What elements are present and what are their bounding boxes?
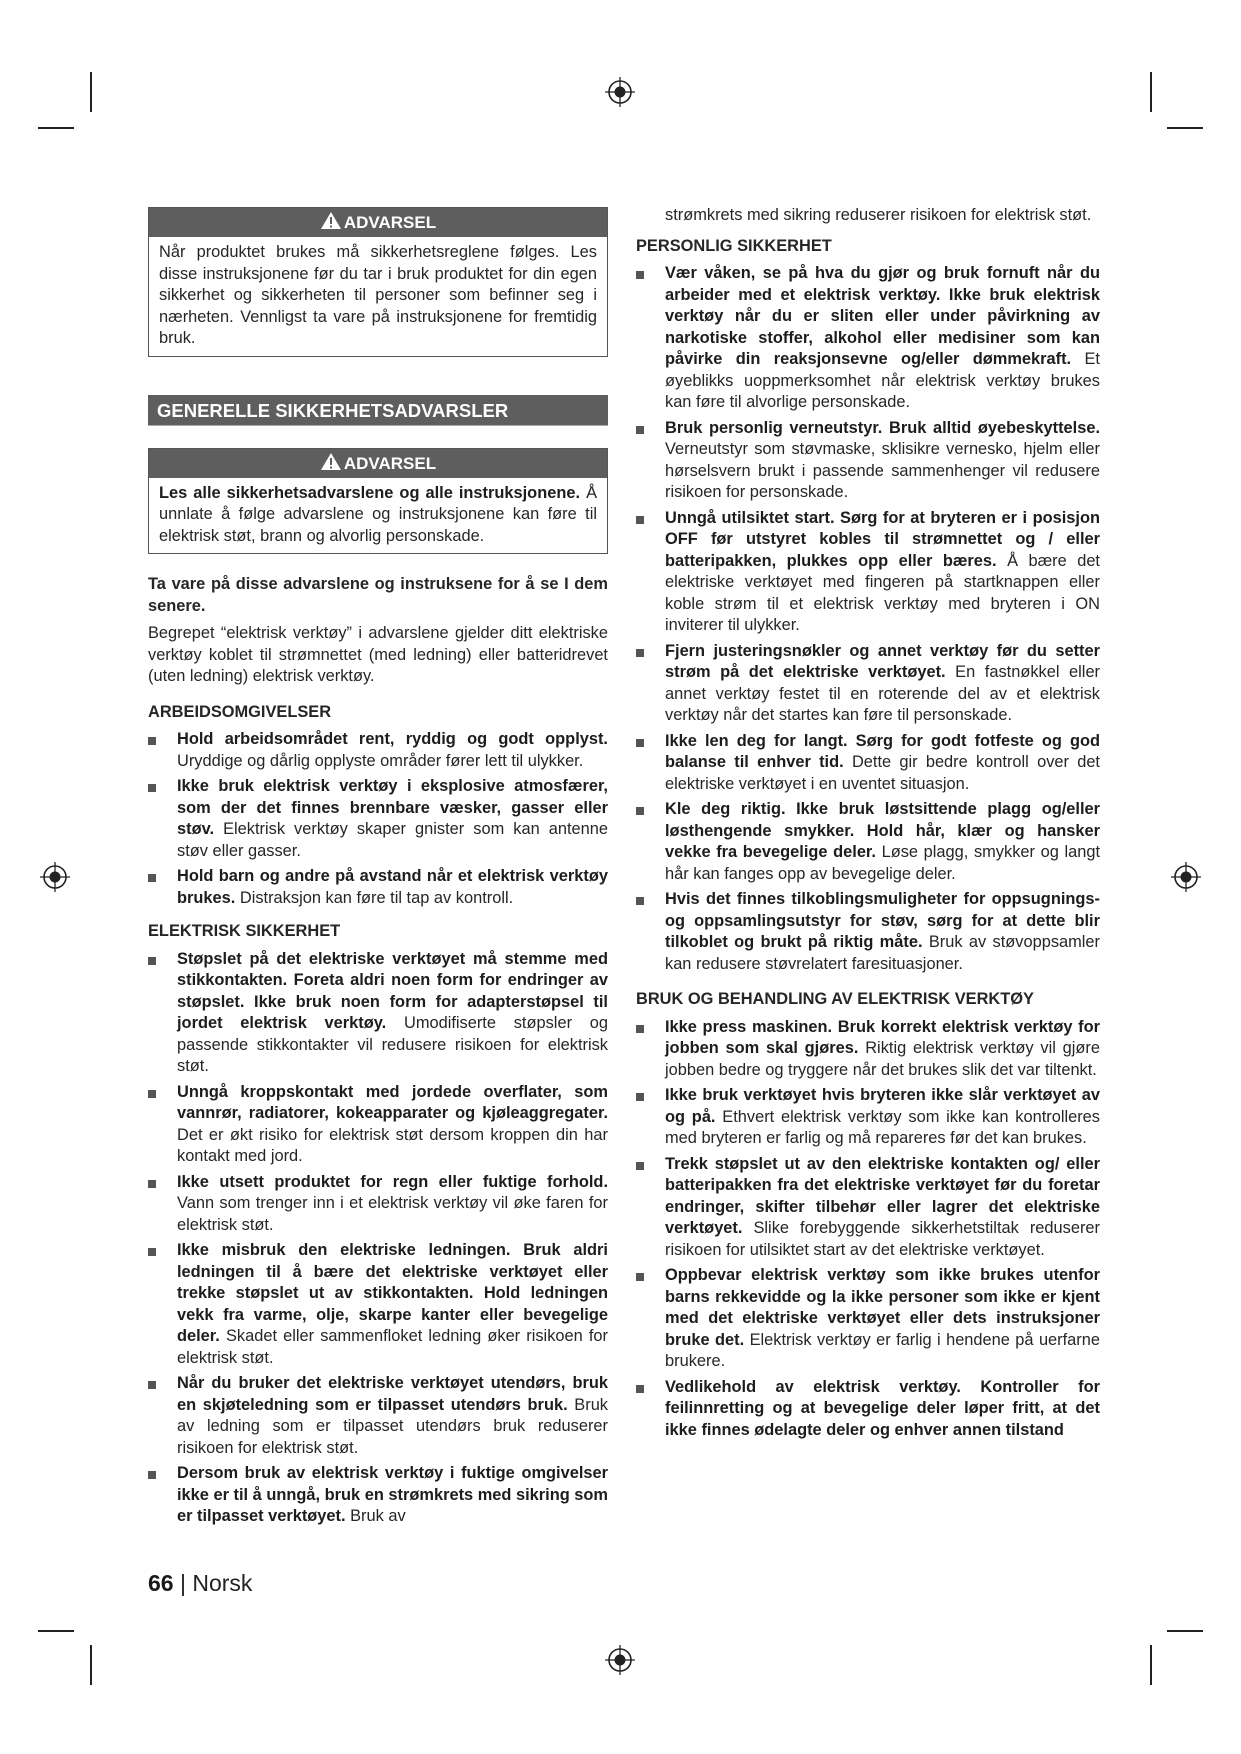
crop-mark [90, 72, 92, 112]
warning-box [148, 207, 608, 357]
bullet-list [148, 949, 608, 1528]
list-item: Hvis det finnes tilkoblingsmuligheter for oppsugnings- og oppsamlingsutstyr for støv, sørg for at dette blir tilkoblet og brukt på riktig måte. Bruk av støvoppsamler kan redusere støvrelatert faresituasjoner. [636, 889, 1100, 975]
crop-mark [38, 1630, 74, 1632]
bullet-list [636, 1017, 1100, 1442]
crop-mark [1167, 1630, 1203, 1632]
list-item: Vedlikehold av elektrisk verktøy. Kontroller for feilinnretting og at bevegelige deler løper fritt, at det ikke finnes ødelagte deler og enhver annen tilstand [636, 1377, 1100, 1442]
page-footer [148, 1570, 252, 1597]
warning-text [149, 478, 607, 554]
bullet-list [636, 263, 1100, 975]
list-item: Hold arbeidsområdet rent, ryddig og godt opplyst. Uryddige og dårlig opplyste områder fører lett til ulykker. [148, 729, 608, 772]
subheading: ELEKTRISK SIKKERHET [148, 922, 341, 940]
list-item: Oppbevar elektrisk verktøy som ikke brukes utenfor barns rekkevidde og la ikke personer som ikke er kjent med det elektriske verktøyet eller dets instruksjoner bruke det. Elektrisk verktøy er farlig i hendene på uerfarne brukere. [636, 1265, 1100, 1373]
warning-title: ADVARSEL [343, 453, 437, 473]
list-item: Bruk personlig verneutstyr. Bruk alltid øyebeskyttelse. Verneutstyr som støvmaske, sklisikre vernesko, hjelm eller hørselsvern brukt i passende sammenhenger vil redusere risikoen for personskade. [636, 418, 1100, 504]
warning-detail: Å unnlate å følge advarslene og instruksjonene kan føre til elektrisk støt, brann og alvorlig personskade. [159, 483, 597, 545]
crop-mark [1167, 127, 1203, 129]
list-item: Ikke bruk elektrisk verktøy i eksplosive atmosfærer, som der det finnes brennbare væsker, gasser eller støv. Elektrisk verktøy skaper gnister som kan antenne støv eller gasser. [148, 776, 608, 862]
subheading: ARBEIDSOMGIVELSER [148, 702, 332, 721]
warning-header [149, 449, 607, 478]
list-item: Unngå kroppskontakt med jordede overflater, som vannrør, radiatorer, kokeapparater og kjøleaggregater. Det er økt risiko for elektrisk støt dersom kroppen din har kontakt med jord. [148, 1082, 608, 1168]
keep-instructions: Ta vare på disse advarslene og instruksene for å se I dem senere. [148, 575, 608, 615]
crop-mark [1150, 72, 1152, 112]
list-item: Når du bruker det elektriske verktøyet utendørs, bruk en skjøteledning som er tilpasset utendørs bruk. Bruk av ledning som er tilpasset utendørs bruk reduserer risikoen for elektrisk støt. [148, 1373, 608, 1459]
list-item: Ikke bruk verktøyet hvis bryteren ikke slår verktøyet av og på. Ethvert elektrisk verktøy som ikke kan kontrolleres med bryteren er farlig og må repareres før det kan brukes. [636, 1085, 1100, 1150]
list-item: Ikke press maskinen. Bruk korrekt elektrisk verktøy for jobben som skal gjøres. Riktig elektrisk verktøy vil gjøre jobben bedre og tryggere når det brukes slik det var tiltenkt. [636, 1017, 1100, 1082]
section-title: GENERELLE SIKKERHETSADVARSLER [148, 395, 608, 426]
list-item: Ikke misbruk den elektriske ledningen. Bruk aldri ledningen til å bære det elektriske verktøyet eller trekke støpslet ut av stikkontakten. Hold ledningen vekk fra varme, olje, skarpe kanter eller bevegelige deler. Skadet eller sammenfloket ledning øker risikoen for elektrisk støt. [148, 1240, 608, 1369]
registration-mark-icon [605, 1645, 635, 1675]
list-item: Kle deg riktig. Ikke bruk løstsittende plagg og/eller løsthengende smykker. Hold hår, klær og hansker vekke fra bevegelige deler. Løse plagg, smykker og langt hår kan fanges opp av bevegelige deler. [636, 799, 1100, 885]
warning-bold: Les alle sikkerhetsadvarslene og alle instruksjonene. [159, 483, 581, 502]
list-item: Hold barn og andre på avstand når et elektrisk verktøy brukes. Distraksjon kan føre til tap av kontroll. [148, 866, 608, 909]
list-item: Trekk støpslet ut av den elektriske kontakten og/ eller batteripakken fra det elektriske verktøyet før du foretar endringer, skifter tilbehør eller lagrer det elektriske verktøyet. Slike forebyggende sikkerhetstiltak reduserer risikoen for utilsiktet start av det elektriske verktøyet. [636, 1154, 1100, 1262]
list-item: Unngå utilsiktet start. Sørg for at bryteren er i posisjon OFF før utstyret kobles til strømnettet og / eller batteripakken, plukkes opp eller bæres. Å bære det elektriske verktøyet med fingeren på startknappen eller koble strøm til et elektrisk verktøy med bryteren i ON inviterer til ulykker. [636, 508, 1100, 637]
warning-title: ADVARSEL [343, 213, 437, 232]
registration-mark-icon [605, 77, 635, 107]
warning-triangle-icon [320, 211, 342, 230]
registration-mark-icon [40, 862, 70, 892]
bullet-list [148, 729, 608, 909]
warning-triangle-icon [320, 452, 342, 471]
list-item: Dersom bruk av elektrisk verktøy i fuktige omgivelser ikke er til å unngå, bruk en strømkrets med sikring som er tilpasset verktøyet. Bruk av [148, 1463, 608, 1528]
list-item: Vær våken, se på hva du gjør og bruk fornuft når du arbeider med et elektrisk verktøy. Ikke bruk elektrisk verktøy når du er sliten eller under påvirkning av narkotiske stoffer, alkohol eller medisiner som kan påvirke din reaksjonsevne og/eller dømmekraft. Et øyeblikks uoppmerksomhet når elektrisk verktøy brukes kan føre til alvorlige personskade. [636, 263, 1100, 414]
list-item: Støpslet på det elektriske verktøyet må stemme med stikkontakten. Foreta aldri noen form for endringer av støpslet. Ikke bruk noen form for adapterstøpsel til jordet elektrisk verktøy. Umodifiserte støpsler og passende stikkontakter vil redusere risikoen for elektrisk støt. [148, 949, 608, 1078]
list-item: Fjern justeringsnøkler og annet verktøy før du setter strøm på det elektriske verktøyet. En fastnøkkel eller annet verktøy festet til en roterende del av et elektrisk verktøy når det startes kan føre til personskade. [636, 641, 1100, 727]
list-item: Ikke utsett produktet for regn eller fuktige forhold. Vann som trenger inn i et elektrisk verktøy vil øke faren for elektrisk støt. [148, 1172, 608, 1237]
crop-mark [90, 1645, 92, 1685]
subheading: BRUK OG BEHANDLING AV ELEKTRISK VERKTØY [636, 990, 1034, 1008]
warning-header [149, 208, 607, 237]
page-number: 66 [148, 1570, 174, 1596]
footer-separator: | [179, 1570, 186, 1596]
crop-mark [1150, 1645, 1152, 1685]
footer-language: Norsk [192, 1570, 253, 1596]
left-column [148, 207, 608, 1532]
registration-mark-icon [1171, 862, 1201, 892]
subheading: PERSONLIG SIKKERHET [636, 236, 832, 255]
crop-mark [38, 127, 74, 129]
right-column [636, 207, 1100, 1445]
definition: Begrepet “elektrisk verktøy” i advarslene gjelder ditt elektriske verktøy koblet til strømnettet (med ledning) eller batteridrevet (uten ledning) elektrisk verktøy. [148, 624, 608, 685]
list-item: Ikke len deg for langt. Sørg for godt fotfeste og god balanse til enhver tid. Dette gir bedre kontroll over det elektriske verktøyet i en uventet situasjon. [636, 731, 1100, 796]
continuation-text: strømkrets med sikring reduserer risikoen for elektrisk støt. [665, 206, 1092, 224]
warning-box [148, 448, 608, 555]
warning-text: Når produktet brukes må sikkerhetsreglene følges. Les disse instruksjonene før du tar i bruk produktet for din egen sikkerhet og sikkerheten til personer som befinner seg i nærheten. Vennligst ta vare på instruksjonene for fremtidig bruk. [159, 243, 597, 347]
